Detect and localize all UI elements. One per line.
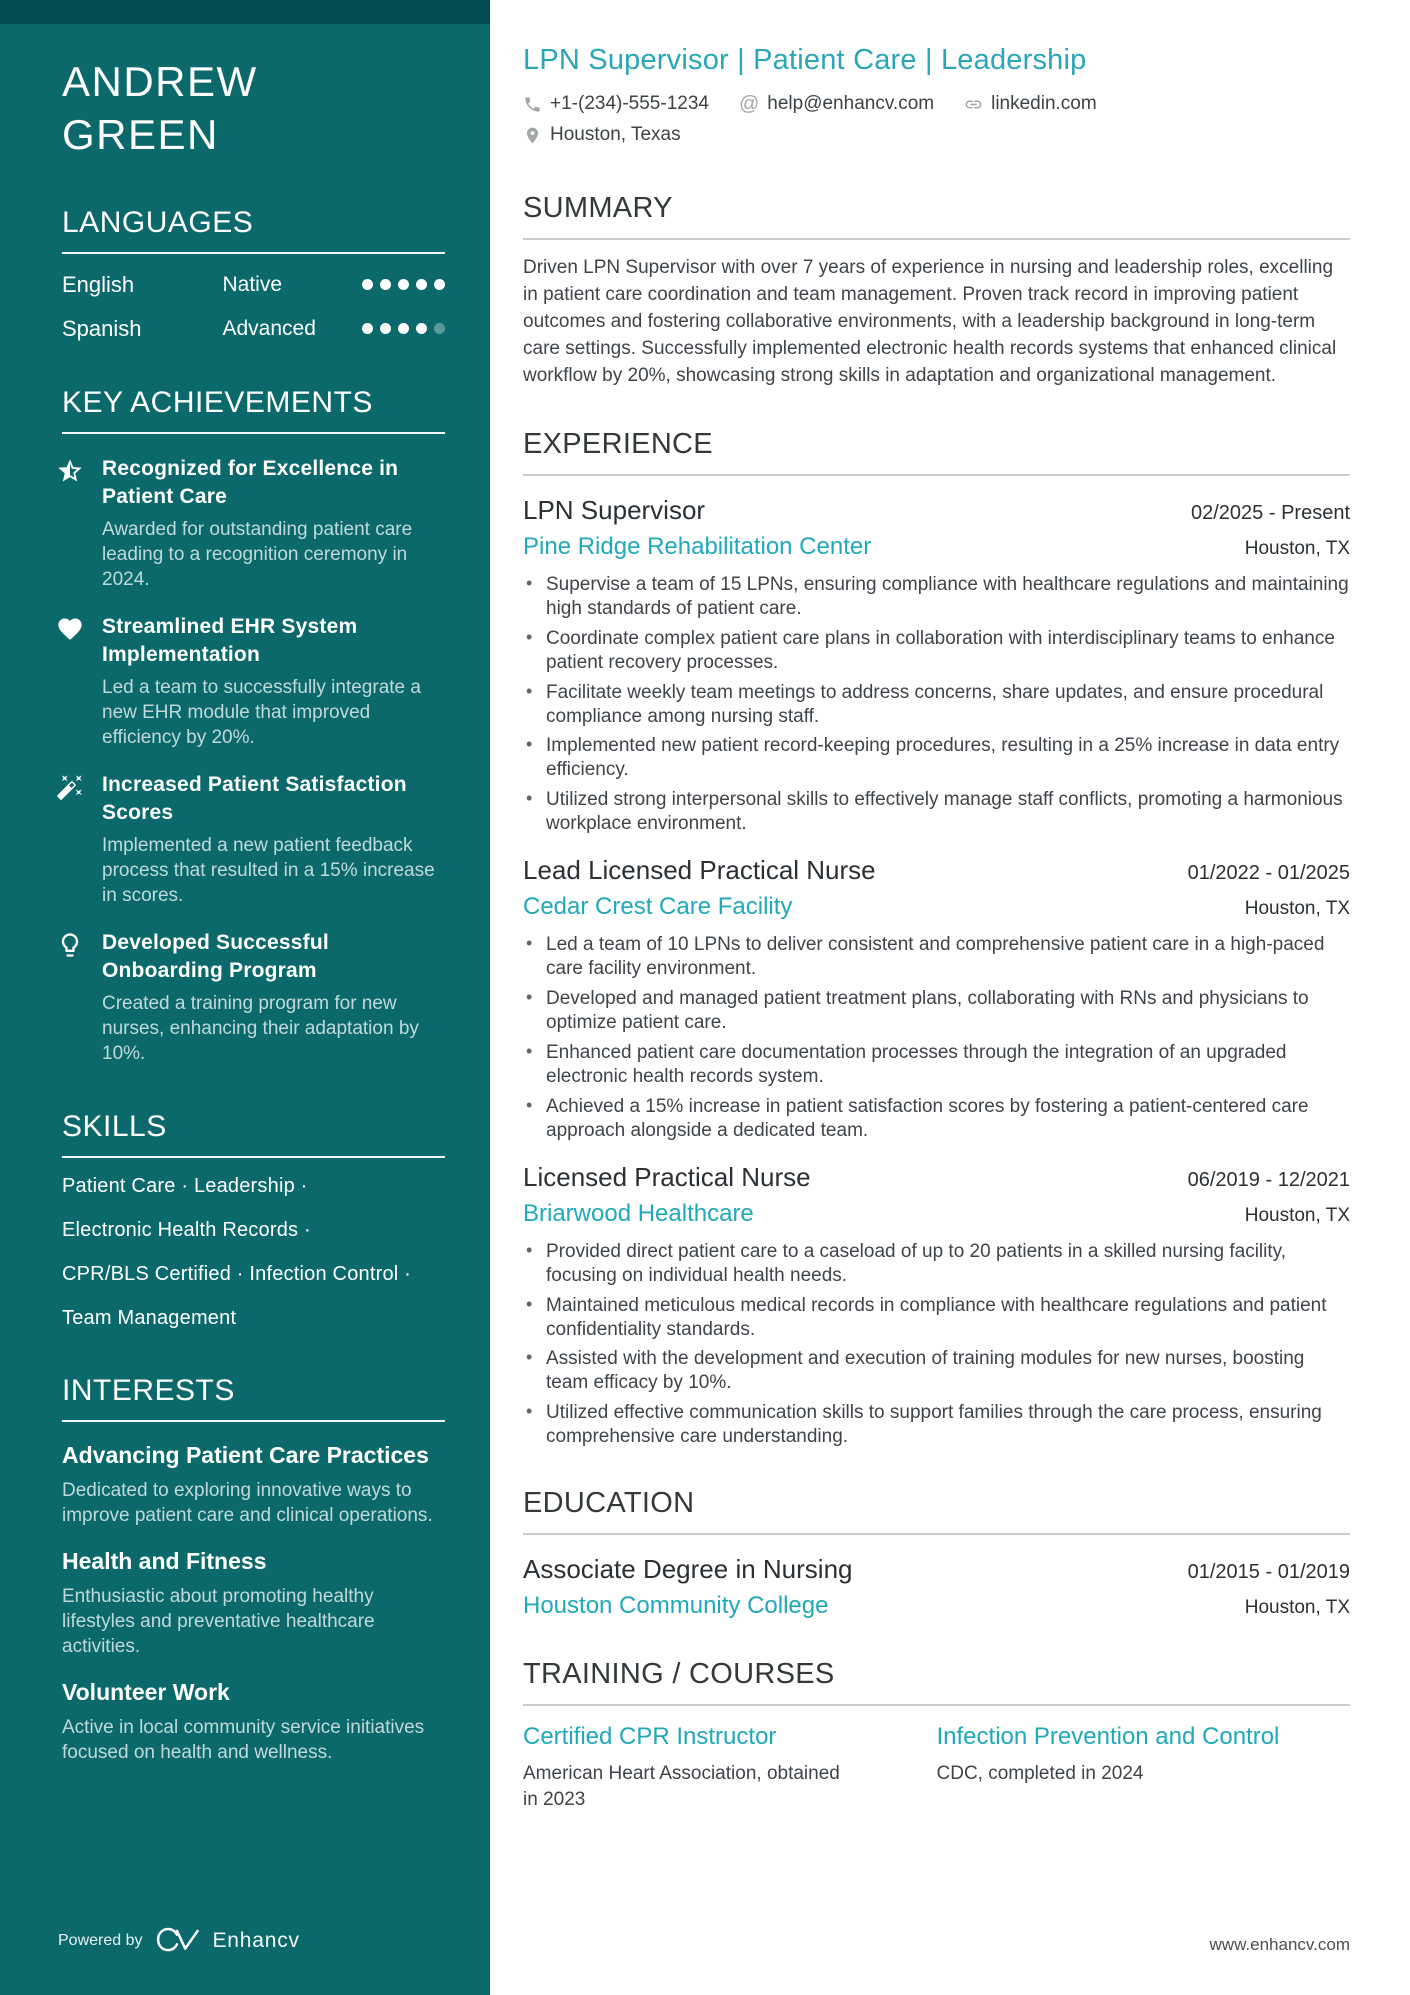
language-rating-dots bbox=[362, 279, 445, 290]
job-bullet-list bbox=[523, 933, 1350, 1143]
powered-by-footer[interactable] bbox=[58, 1925, 300, 1957]
experience-heading: EXPERIENCE bbox=[523, 428, 1350, 476]
job-title: Lead Licensed Practical Nurse bbox=[523, 855, 876, 886]
languages-heading: LANGUAGES bbox=[62, 206, 445, 254]
interest-description: Active in local community service initiatives focused on health and wellness. bbox=[62, 1716, 425, 1764]
linkedin-contact[interactable] bbox=[964, 93, 1097, 115]
experience-section bbox=[523, 428, 1350, 1449]
school-name: Houston Community College bbox=[523, 1592, 829, 1620]
achievement-item bbox=[62, 771, 445, 908]
rating-dot bbox=[416, 279, 427, 290]
job-bullet: • Utilized strong interpersonal skills to effectively manage staff conflicts, promoting a harmonious workplace environment. bbox=[523, 788, 1350, 836]
contact-row bbox=[523, 93, 1350, 115]
job-bullet: • Coordinate complex patient care plans in collaboration with interdisciplinary teams to enhance patient recovery processes. bbox=[523, 627, 1350, 675]
language-level: Native bbox=[222, 272, 282, 296]
job-company: Briarwood Healthcare bbox=[523, 1199, 754, 1227]
location-item bbox=[523, 124, 681, 146]
degree-title: Associate Degree in Nursing bbox=[523, 1554, 853, 1585]
job-dates: 02/2025 - Present bbox=[1191, 501, 1350, 524]
skills-section bbox=[62, 1110, 445, 1330]
at-icon: @ bbox=[738, 93, 760, 115]
job-bullet: • Supervise a team of 15 LPNs, ensuring compliance with healthcare regulations and maintaining high standards of patient care. bbox=[523, 573, 1350, 621]
summary-text: Driven LPN Supervisor with over 7 years of experience in nursing and leadership roles, excelling in patient care coordination and team management. Proven track record in improving patient outcomes and fostering collaborative environments, with a leadership background in long-term care settings. Successfully implemented electronic health records systems that enhanced clinical workflow by 20%, showcasing strong skills in adaptation and organizational management. bbox=[523, 257, 1337, 386]
job-entry bbox=[523, 1162, 1350, 1450]
rating-dot bbox=[380, 279, 391, 290]
job-bullet: • Achieved a 15% increase in patient satisfaction scores by fostering a patient-centered care approach alongside a dedicated team. bbox=[523, 1095, 1350, 1143]
job-bullet: • Facilitate weekly team meetings to address concerns, share updates, and ensure procedural compliance among nursing staff. bbox=[523, 681, 1350, 729]
interest-item bbox=[62, 1547, 445, 1659]
job-bullet: • Utilized effective communication skills to support families through the care process, ensuring comprehensive care understanding. bbox=[523, 1401, 1350, 1449]
rating-dot bbox=[398, 323, 409, 334]
link-icon bbox=[964, 95, 983, 114]
job-title: Licensed Practical Nurse bbox=[523, 1161, 811, 1192]
skills-heading: SKILLS bbox=[62, 1110, 445, 1158]
interest-title: Health and Fitness bbox=[62, 1548, 267, 1575]
achievements-heading: KEY ACHIEVEMENTS bbox=[62, 386, 445, 434]
rating-dot bbox=[434, 279, 445, 290]
skills-line: Patient Care · Leadership · bbox=[62, 1175, 308, 1198]
rating-dot bbox=[380, 323, 391, 334]
achievement-title: Developed Successful Onboarding Program bbox=[102, 931, 329, 982]
language-name: English bbox=[62, 271, 135, 297]
interest-title: Advancing Patient Care Practices bbox=[62, 1442, 429, 1469]
summary-heading: SUMMARY bbox=[523, 192, 1350, 240]
achievement-item bbox=[62, 613, 445, 750]
job-bullet: • Maintained meticulous medical records in compliance with healthcare regulations and patient confidentiality standards. bbox=[523, 1294, 1350, 1342]
interest-item bbox=[62, 1441, 445, 1528]
rating-dot bbox=[398, 279, 409, 290]
job-company: Cedar Crest Care Facility bbox=[523, 893, 793, 921]
job-company: Pine Ridge Rehabilitation Center bbox=[523, 532, 872, 560]
course-item bbox=[523, 1723, 937, 1812]
interests-heading: INTERESTS bbox=[62, 1374, 445, 1422]
phone-contact[interactable] bbox=[523, 93, 709, 115]
language-row bbox=[62, 272, 445, 298]
achievement-description: Led a team to successfully integrate a new EHR module that improved efficiency by 20%. bbox=[102, 676, 421, 748]
powered-by-label: Powered by bbox=[58, 1932, 143, 1949]
job-dates: 06/2019 - 12/2021 bbox=[1187, 1168, 1350, 1191]
job-bullet: • Developed and managed patient treatment plans, collaborating with RNs and physicians to optimize patient care. bbox=[523, 987, 1350, 1035]
email-address: help@enhancv.com bbox=[767, 93, 935, 114]
job-company-row bbox=[523, 1200, 1350, 1228]
skills-line: CPR/BLS Certified · Infection Control · bbox=[62, 1263, 412, 1286]
main-content bbox=[490, 0, 1410, 1813]
website-footer-link[interactable]: www.enhancv.com bbox=[1209, 1935, 1350, 1954]
phone-icon bbox=[523, 95, 542, 114]
training-heading: TRAINING / COURSES bbox=[523, 1658, 1350, 1706]
language-row bbox=[62, 316, 445, 342]
achievement-title: Increased Patient Satisfaction Scores bbox=[102, 772, 407, 824]
achievement-item bbox=[62, 455, 445, 592]
job-company-row bbox=[523, 893, 1350, 921]
job-title-row bbox=[523, 855, 1350, 886]
job-location: Houston, TX bbox=[1244, 898, 1350, 920]
rating-dot bbox=[362, 323, 373, 334]
headline-title: LPN Supervisor | Patient Care | Leadership bbox=[523, 44, 1087, 76]
job-title: LPN Supervisor bbox=[523, 494, 706, 525]
interest-item bbox=[62, 1678, 445, 1765]
wand-icon bbox=[56, 773, 84, 801]
course-description: CDC, completed in 2024 bbox=[936, 1763, 1144, 1785]
language-level: Advanced bbox=[222, 316, 316, 340]
location-text: Houston, Texas bbox=[550, 124, 681, 145]
school-location: Houston, TX bbox=[1244, 1597, 1350, 1619]
job-bullet: • Implemented new patient record-keeping procedures, resulting in a 25% increase in data entry efficiency. bbox=[523, 734, 1350, 782]
course-item bbox=[937, 1723, 1351, 1812]
rating-dot bbox=[434, 323, 445, 334]
language-name: Spanish bbox=[62, 315, 142, 341]
sidebar-top-strip bbox=[0, 0, 490, 24]
education-section bbox=[523, 1487, 1350, 1620]
achievement-title: Streamlined EHR System Implementation bbox=[102, 614, 358, 666]
linkedin-url: linkedin.com bbox=[991, 93, 1097, 114]
course-description: American Heart Association, obtained in 2023 bbox=[523, 1763, 840, 1810]
education-entry bbox=[523, 1554, 1350, 1620]
training-grid bbox=[523, 1706, 1350, 1812]
job-company-row bbox=[523, 533, 1350, 561]
enhancv-logo-text: Enhancv bbox=[212, 1929, 300, 1952]
location-row bbox=[523, 124, 1350, 146]
language-rating-dots bbox=[362, 323, 445, 334]
degree-row bbox=[523, 1554, 1350, 1585]
location-pin-icon bbox=[523, 126, 542, 145]
school-row bbox=[523, 1592, 1350, 1620]
email-contact[interactable] bbox=[739, 93, 934, 115]
achievement-item bbox=[62, 929, 445, 1066]
job-bullet-list bbox=[523, 573, 1350, 836]
bulb-icon bbox=[56, 931, 84, 959]
job-location: Houston, TX bbox=[1244, 537, 1350, 559]
heart-icon bbox=[56, 615, 84, 643]
skills-line: Team Management bbox=[62, 1307, 237, 1330]
education-heading: EDUCATION bbox=[523, 1487, 1350, 1535]
achievements-section bbox=[62, 386, 445, 1066]
job-bullet: • Assisted with the development and execution of training modules for new nurses, boosting team efficacy by 10%. bbox=[523, 1347, 1350, 1395]
interest-description: Enthusiastic about promoting healthy lifestyles and preventative healthcare activities. bbox=[62, 1585, 375, 1658]
achievement-description: Awarded for outstanding patient care leading to a recognition ceremony in 2024. bbox=[102, 518, 413, 590]
interests-section bbox=[62, 1374, 445, 1765]
job-bullet-list bbox=[523, 1240, 1350, 1450]
achievement-title: Recognized for Excellence in Patient Care bbox=[102, 456, 399, 508]
job-entry bbox=[523, 855, 1350, 1143]
achievement-description: Created a training program for new nurses, enhancing their adaptation by 10%. bbox=[102, 992, 419, 1065]
achievement-description: Implemented a new patient feedback process that resulted in a 15% increase in scores. bbox=[102, 834, 435, 906]
star-half-icon bbox=[56, 457, 84, 485]
course-title: Certified CPR Instructor bbox=[523, 1723, 777, 1751]
job-location: Houston, TX bbox=[1244, 1204, 1350, 1226]
interest-description: Dedicated to exploring innovative ways to improve patient care and clinical operations. bbox=[62, 1479, 433, 1526]
job-entry bbox=[523, 495, 1350, 836]
resume-header bbox=[523, 44, 1350, 146]
enhancv-logo-icon bbox=[156, 1925, 200, 1957]
phone-number: +1-(234)-555-1234 bbox=[550, 93, 709, 114]
interest-title: Volunteer Work bbox=[62, 1679, 230, 1706]
rating-dot bbox=[416, 323, 427, 334]
training-section bbox=[523, 1658, 1350, 1812]
summary-section bbox=[523, 192, 1350, 390]
job-title-row bbox=[523, 495, 1350, 526]
skills-line: Electronic Health Records · bbox=[62, 1219, 311, 1242]
job-dates: 01/2022 - 01/2025 bbox=[1187, 862, 1350, 885]
rating-dot bbox=[362, 279, 373, 290]
languages-section bbox=[62, 206, 445, 342]
job-bullet: • Led a team of 10 LPNs to deliver consistent and comprehensive patient care in a high-paced care facility environment. bbox=[523, 933, 1350, 981]
job-bullet: • Enhanced patient care documentation processes through the integration of an upgraded electronic health records system. bbox=[523, 1041, 1350, 1089]
candidate-name: ANDREW GREEN bbox=[62, 58, 258, 158]
education-dates: 01/2015 - 01/2019 bbox=[1187, 1561, 1350, 1584]
job-bullet: • Provided direct patient care to a caseload of up to 20 patients in a skilled nursing facility, focusing on individual health needs. bbox=[523, 1240, 1350, 1288]
course-title: Infection Prevention and Control bbox=[936, 1723, 1280, 1751]
skills-list bbox=[62, 1175, 445, 1330]
job-title-row bbox=[523, 1162, 1350, 1193]
sidebar bbox=[0, 0, 490, 1995]
